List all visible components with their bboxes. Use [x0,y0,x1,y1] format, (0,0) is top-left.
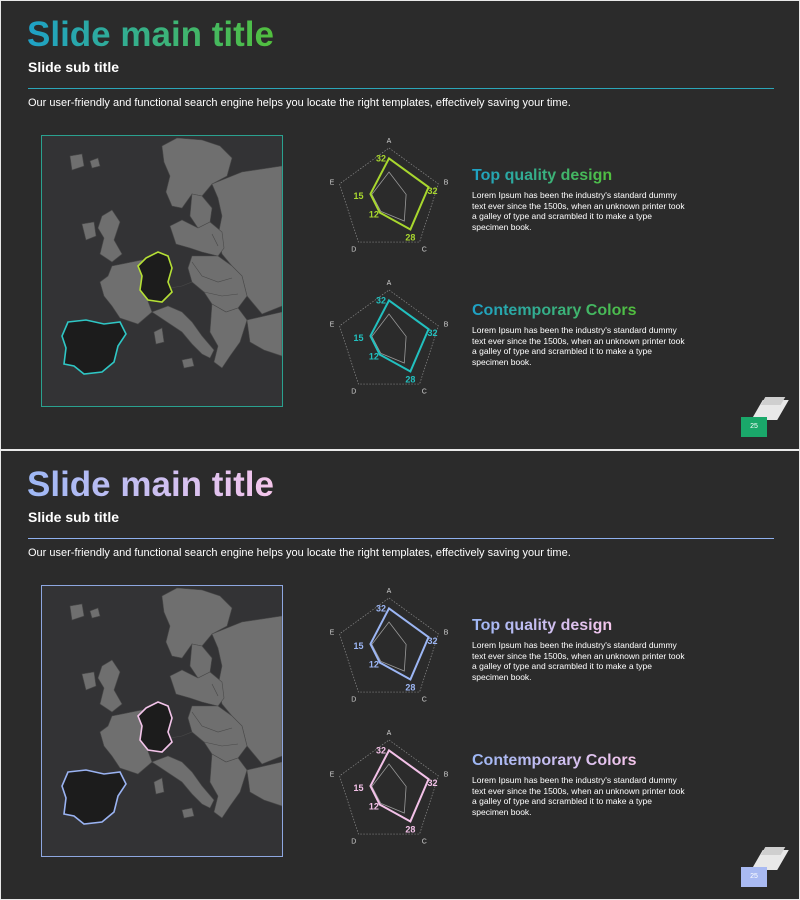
radar-axis-label: C [421,388,427,396]
radar-axis-label: C [421,838,427,846]
radar-value-label: 15 [353,190,364,201]
radar-axis-label: B [443,629,449,637]
feature-title: Top quality design [472,167,613,184]
spain-highlight [62,320,126,374]
radar-value-label: 12 [368,659,379,670]
feature-block-2 [472,751,692,817]
slide-description: Our user-friendly and functional search engine helps you locate the right templates, effectively saving your time. [28,97,571,109]
slide-main-title: Slide main title [27,15,274,54]
europe-map-graphic [42,136,282,406]
radar-value-label: 15 [353,640,364,651]
feature-body: Lorem Ipsum has been the industry's standard dummy text ever since the 1500s, when an unknown printer took a galley of type and scrambled it to make a type specimen book. [472,190,685,232]
europe-map [41,135,283,407]
europe-map-graphic [42,586,282,856]
radar-axis-label: C [421,246,427,254]
slide-2 [1,451,799,899]
radar-axis-label: C [421,696,427,704]
feature-body: Lorem Ipsum has been the industry's standard dummy text ever since the 1500s, when an unknown printer took a galley of type and scrambled it to make a type specimen book. [472,640,685,682]
radar-value-label: 32 [427,636,438,647]
radar-chart-svg [323,727,453,852]
radar-chart-svg [323,135,453,260]
slide-main-title: Slide main title [27,465,274,504]
radar-value-label: 32 [375,745,387,756]
feature-title: Contemporary Colors [472,752,637,769]
radar-value-label: 12 [368,801,379,812]
title-divider [28,538,774,539]
feature-block-2 [472,301,692,367]
radar-axis-label: E [329,629,335,637]
radar-axis-label: D [351,246,357,254]
page-number-badge [739,397,785,439]
radar-axis-label: B [443,179,449,187]
page-number: 25 [741,867,767,887]
radar-axis-label: D [351,696,357,704]
feature-block-1 [472,166,692,232]
radar-chart-2 [323,277,453,402]
radar-value-label: 28 [405,824,416,835]
radar-chart-1 [323,135,453,260]
radar-value-label: 32 [427,778,438,789]
feature-body: Lorem Ipsum has been the industry's standard dummy text ever since the 1500s, when an unknown printer took a galley of type and scrambled it to make a type specimen book. [472,325,685,367]
slide-sub-title: Slide sub title [28,509,120,525]
slide-description: Our user-friendly and functional search engine helps you locate the right templates, effectively saving your time. [28,547,571,559]
radar-axis-label: B [443,321,449,329]
radar-axis-label: B [443,771,449,779]
radar-value-label: 32 [375,153,387,164]
feature-title: Contemporary Colors [472,302,637,319]
radar-axis-label: A [386,280,392,287]
radar-value-label: 32 [427,186,438,197]
page-number-badge [739,847,785,889]
radar-axis-label: D [351,838,357,846]
radar-value-label: 28 [405,682,416,693]
title-divider [28,88,774,89]
europe-map [41,585,283,857]
radar-value-label: 15 [353,782,364,793]
radar-axis-label: D [351,388,357,396]
radar-axis-label: A [386,730,392,737]
radar-axis-label: A [386,138,392,145]
radar-axis-label: A [386,588,392,595]
radar-axis-label: E [329,771,335,779]
feature-body: Lorem Ipsum has been the industry's standard dummy text ever since the 1500s, when an unknown printer took a galley of type and scrambled it to make a type specimen book. [472,775,685,817]
radar-chart-2 [323,727,453,852]
radar-value-label: 32 [375,295,387,306]
radar-value-label: 15 [353,332,364,343]
radar-chart-1 [323,585,453,710]
germany-highlight [138,252,172,302]
slide-sub-title: Slide sub title [28,59,120,75]
radar-chart-svg [323,277,453,402]
radar-chart-svg [323,585,453,710]
spain-highlight [62,770,126,824]
germany-highlight [138,702,172,752]
radar-value-label: 28 [405,374,416,385]
slide-1 [1,1,799,449]
feature-block-1 [472,616,692,682]
radar-value-label: 12 [368,351,379,362]
page-number: 25 [741,417,767,437]
radar-value-label: 32 [375,603,387,614]
feature-title: Top quality design [472,617,613,634]
radar-axis-label: E [329,321,335,329]
radar-value-label: 32 [427,328,438,339]
radar-value-label: 28 [405,232,416,243]
radar-value-label: 12 [368,209,379,220]
radar-axis-label: E [329,179,335,187]
